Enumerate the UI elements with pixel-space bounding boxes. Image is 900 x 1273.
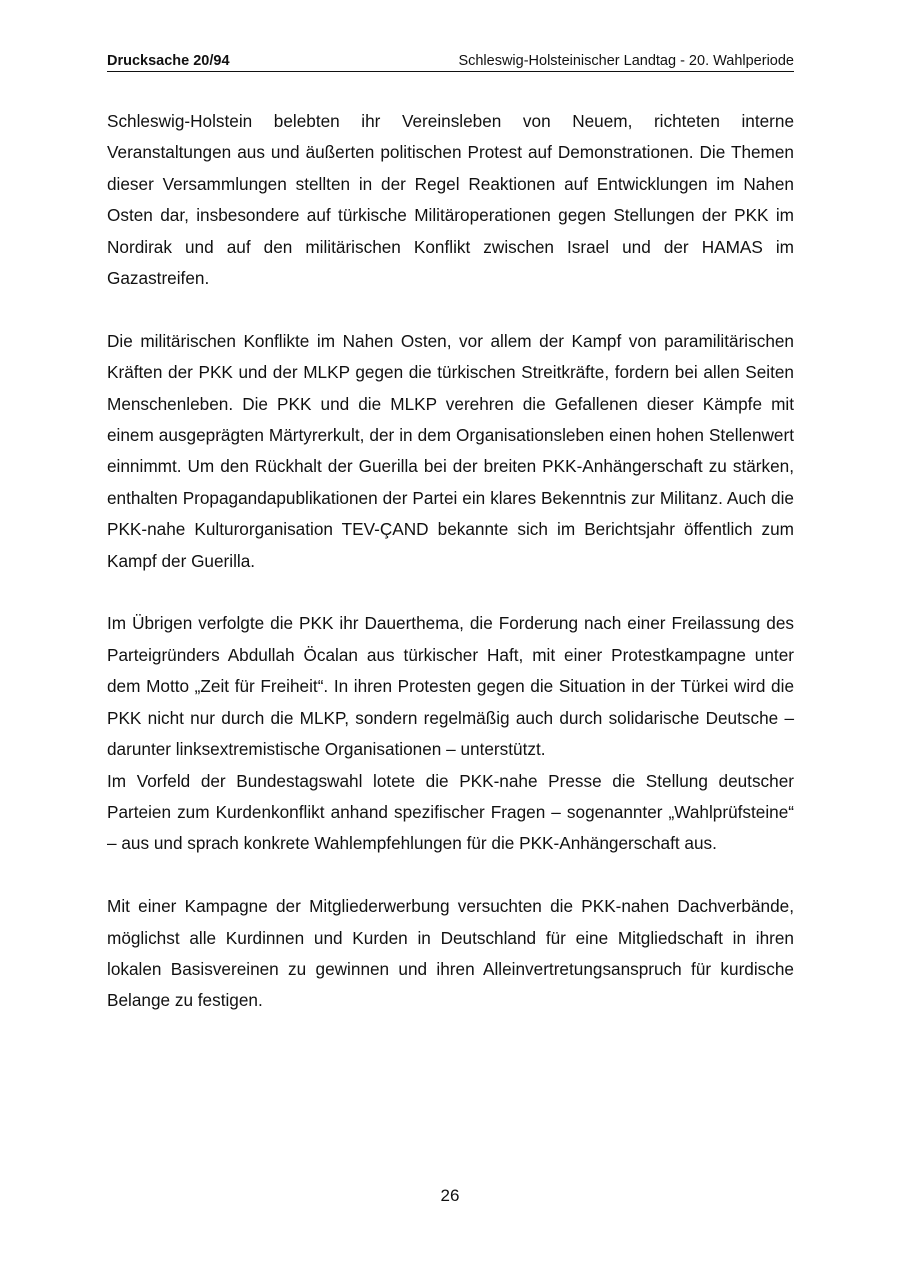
paragraph: Im Vorfeld der Bundestagswahl lotete die PKK-nahe Presse die Stellung deutscher Parteien zum Kurdenkonflikt anhand spezifischer Fragen – sogenannter „Wahlprüfsteine“ – aus und sprach konkrete Wahlempfehlungen für die PKK-Anhängerschaft aus. [107,770,794,854]
paragraph-spacer [107,860,794,891]
paragraph-spacer [107,294,794,325]
page-header [107,52,794,72]
paragraph-spacer [107,577,794,608]
paragraph: Schleswig-Holstein belebten ihr Vereinsleben von Neuem, richteten interne Veranstaltungen aus und äußerten politischen Protest auf Demonstrationen. Die Themen dieser Versammlungen stellten in der Regel Reaktionen auf Entwicklungen im Nahen Osten dar, insbesondere auf türkische Militäroperationen gegen Stellungen der PKK im Nordirak und auf den militärischen Konflikt zwischen Israel und der HAMAS im Gazastreifen. [107,111,794,289]
paragraph: Mit einer Kampagne der Mitgliederwerbung versuchten die PKK-nahen Dachverbände, möglichst alle Kurdinnen und Kurden in Deutschland für eine Mitgliedschaft in ihren lokalen Basisvereinen zu gewinnen und ihren Alleinvertretungsanspruch für kurdische Belange zu festigen. [107,896,794,1011]
document-number: Drucksache 20/94 [107,53,230,69]
paragraph: Im Übrigen verfolgte die PKK ihr Dauerthema, die Forderung nach einer Freilassung des Parteigründers Abdullah Öcalan aus türkischer Haft, mit einer Protestkampagne unter dem Motto „Zeit für Freiheit“. In ihren Protesten gegen die Situation in der Türkei wird die PKK nicht nur durch die MLKP, sondern regelmäßig auch durch solidarische Deutsche – darunter linksextremistische Organisationen – unterstützt. [107,613,794,760]
body-text [107,106,794,1017]
document-source: Schleswig-Holsteinischer Landtag - 20. Wahlperiode [458,53,794,69]
page-number: 26 [440,1186,460,1205]
paragraph: Die militärischen Konflikte im Nahen Osten, vor allem der Kampf von paramilitärischen Kräften der PKK und der MLKP gegen die türkischen Streitkräfte, fordern bei allen Seiten Menschenleben. Die PKK und die MLKP verehren die Gefallenen dieser Kämpfe mit einem ausgeprägten Märtyrerkult, der in dem Organisationsleben einen hohen Stellenwert einnimmt. Um den Rückhalt der Guerilla bei der breiten PKK-Anhängerschaft zu stärken, enthalten Propagandapublikationen der Partei ein klares Bekenntnis zur Militanz. Auch die PKK-nahe Kulturorganisation TEV-ÇAND bekannte sich im Berichtsjahr öffentlich zum Kampf der Guerilla. [107,330,794,571]
document-page [107,52,794,1017]
